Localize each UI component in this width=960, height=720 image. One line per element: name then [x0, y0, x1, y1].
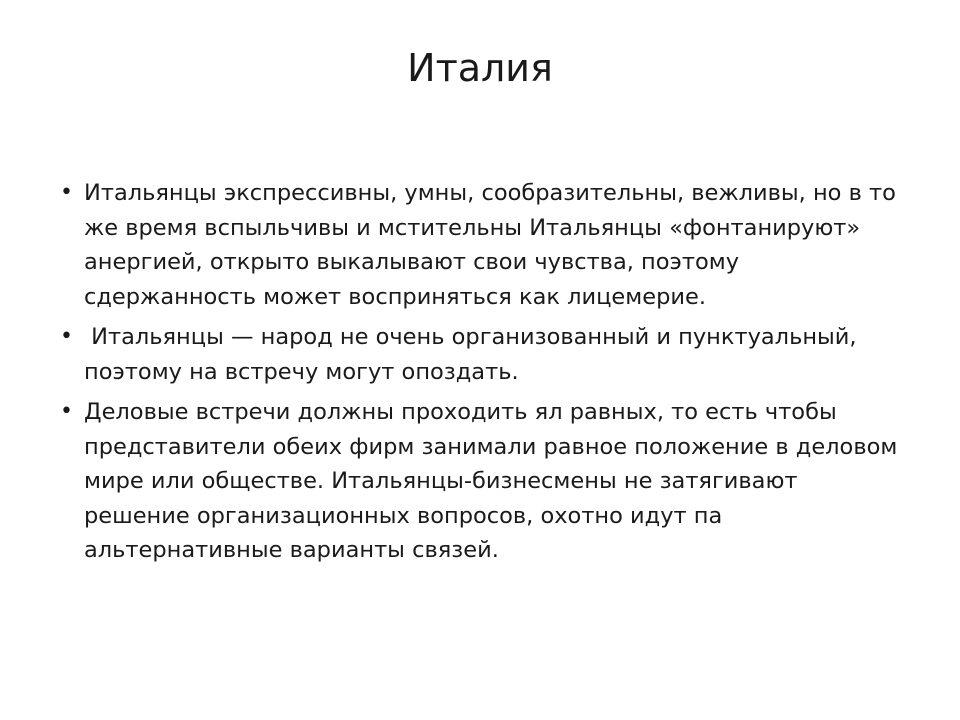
bullet-text: Итальянцы экспрессивны, умны, сообразительны, вежливы, но в то же время вспыльчивы и мстительны Итальянцы «фонтанируют» анергией, открыто выкалывают свои чувства, поэтому сдержанность может восприняться как лицемерие.	[84, 180, 896, 310]
bullet-text: Итальянцы — народ не очень организованный и пунктуальный, поэтому на встречу могут опоздать.	[84, 324, 864, 385]
bullet-marker: •	[60, 324, 73, 349]
bullet-list	[58, 176, 908, 574]
bullet-marker: •	[60, 399, 73, 424]
slide-title: Италия	[407, 46, 553, 90]
bullet-text: Деловые встречи должны проходить ял равных, то есть чтобы представители обеих фирм занимали равное положение в деловом мире или обществе. Итальянцы-бизнесмены не затягивают решение организационных вопросов, охотно идут па альтернативные варианты связей.	[84, 399, 898, 563]
bullet-item	[58, 176, 908, 314]
bullet-marker: •	[60, 180, 73, 205]
bullet-item	[58, 395, 908, 568]
bullet-item	[58, 320, 908, 389]
